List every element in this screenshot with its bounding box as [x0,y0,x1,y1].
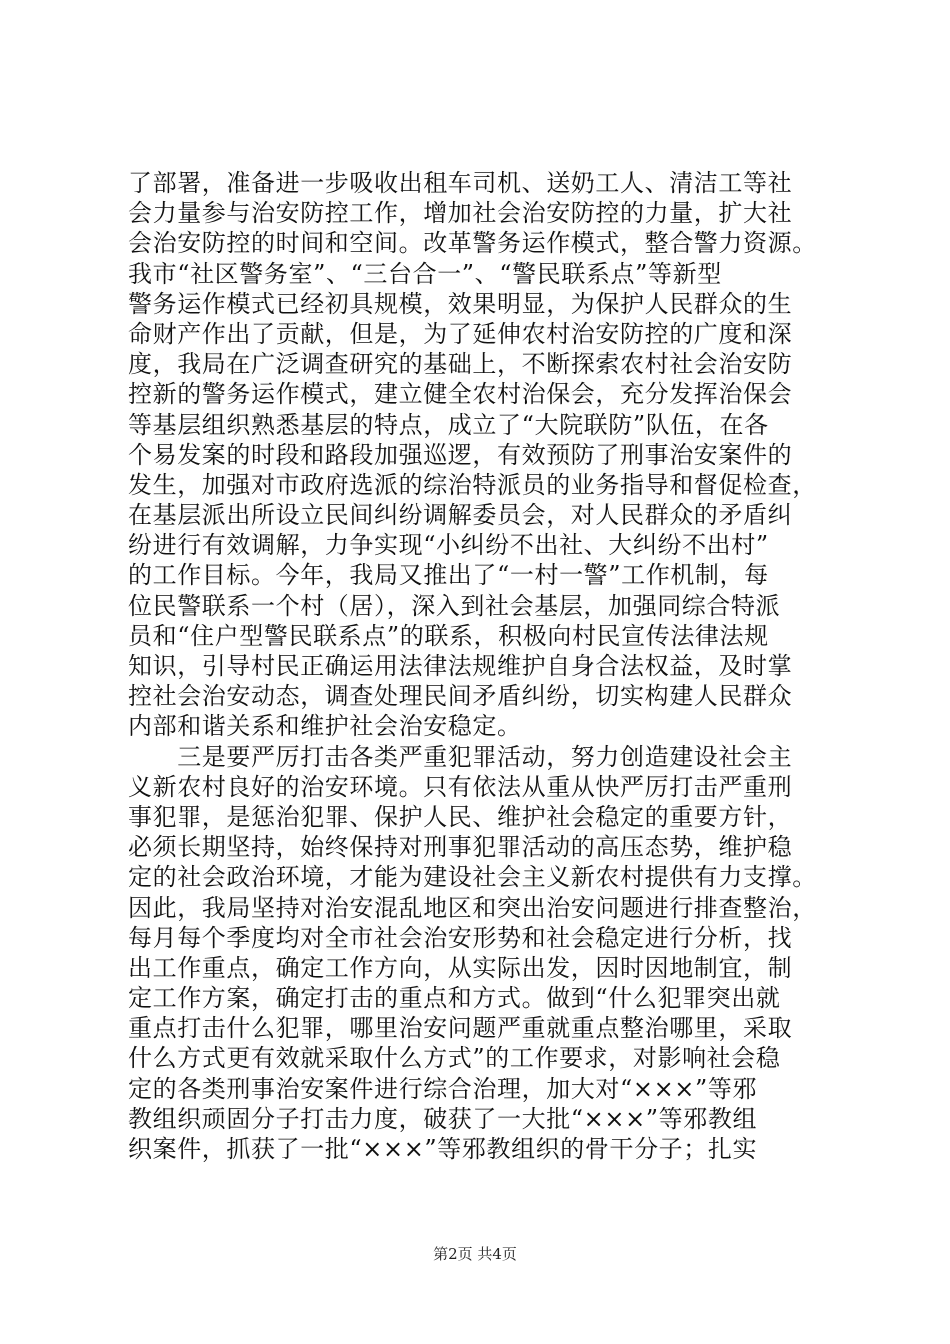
text-line: 会力量参与治安防控工作，增加社会治安防控的力量，扩大社 [128,199,793,228]
text-line: 定工作方案，确定打击的重点和方式。做到“什么犯罪突出就 [128,984,781,1013]
text-line: 三是要严厉打击各类严重犯罪活动，努力创造建设社会主 [128,742,793,771]
text-line: 每月每个季度均对全市社会治安形势和社会稳定进行分析，找 [128,923,793,952]
text-line: 什么方式更有效就采取什么方式”的工作要求，对影响社会稳 [128,1044,781,1073]
text-line: 事犯罪，是惩治犯罪、保护人民、维护社会稳定的重要方针， [128,802,793,831]
text-line: 出工作重点，确定工作方向，从实际出发，因时因地制宜，制 [128,953,793,982]
text-line: 控社会治安动态，调查处理民间矛盾纠纷，切实构建人民群众 [128,682,793,711]
text-line: 警务运作模式已经初具规模，效果明显，为保护人民群众的生 [128,289,793,318]
text-line: 纷进行有效调解，力争实现“小纠纷不出社、大纠纷不出村” [128,531,769,560]
text-line: 在基层派出所设立民间纠纷调解委员会，对人民群众的矛盾纠 [128,501,793,530]
text-line: 织案件，抓获了一批“×××”等邪教组织的骨干分子；扎实 [128,1135,758,1163]
text-line: 知识，引导村民正确运用法律法规维护自身合法权益，及时掌 [128,652,793,680]
text-line: 命财产作出了贡献，但是，为了延伸农村治安防控的广度和深 [128,319,793,348]
text-line: 发生，加强对市政府选派的综治特派员的业务指导和督促检查， [128,470,817,499]
text-line: 个易发案的时段和路段加强巡逻，有效预防了刑事治安案件的 [128,440,793,469]
page-footer: 第2页 共4页 [433,1245,517,1263]
body-text [128,168,828,1164]
text-line: 的工作目标。今年，我局又推出了“一村一警”工作机制，每 [128,561,769,590]
text-line: 位民警联系一个村（居），深入到社会基层，加强同综合特派 [128,591,781,620]
text-line: 度，我局在广泛调查研究的基础上，不断探索农村社会治安防 [128,350,793,379]
text-line: 内部和谐关系和维护社会治安稳定。 [128,712,522,741]
text-line: 教组织顽固分子打击力度，破获了一大批“×××”等邪教组 [128,1104,758,1133]
text-line: 重点打击什么犯罪，哪里治安问题严重就重点整治哪里，采取 [128,1014,793,1043]
text-line: 控新的警务运作模式，建立健全农村治保会，充分发挥治保会 [128,380,793,409]
text-line: 因此，我局坚持对治安混乱地区和突出治安问题进行排查整治， [128,893,817,922]
text-line: 了部署，准备进一步吸收出租车司机、送奶工人、清洁工等社 [128,169,793,197]
text-line: 会治安防控的时间和空间。改革警务运作模式，整合警力资源。 [128,229,817,258]
text-line: 义新农村良好的治安环境。只有依法从重从快严厉打击严重刑 [128,772,793,801]
text-line: 员和“住户型警民联系点”的联系，积极向村民宣传法律法规 [128,621,769,650]
text-line: 定的社会政治环境，才能为建设社会主义新农村提供有力支撑。 [128,863,817,892]
text-line: 定的各类刑事治安案件进行综合治理，加大对“×××”等邪 [128,1074,758,1103]
text-line: 等基层组织熟悉基层的特点，成立了“大院联防”队伍，在各 [128,410,769,439]
text-line: 必须长期坚持，始终保持对刑事犯罪活动的高压态势，维护稳 [128,833,793,862]
text-line: 我市“社区警务室”、“三台合一”、“警民联系点”等新型 [128,259,722,288]
